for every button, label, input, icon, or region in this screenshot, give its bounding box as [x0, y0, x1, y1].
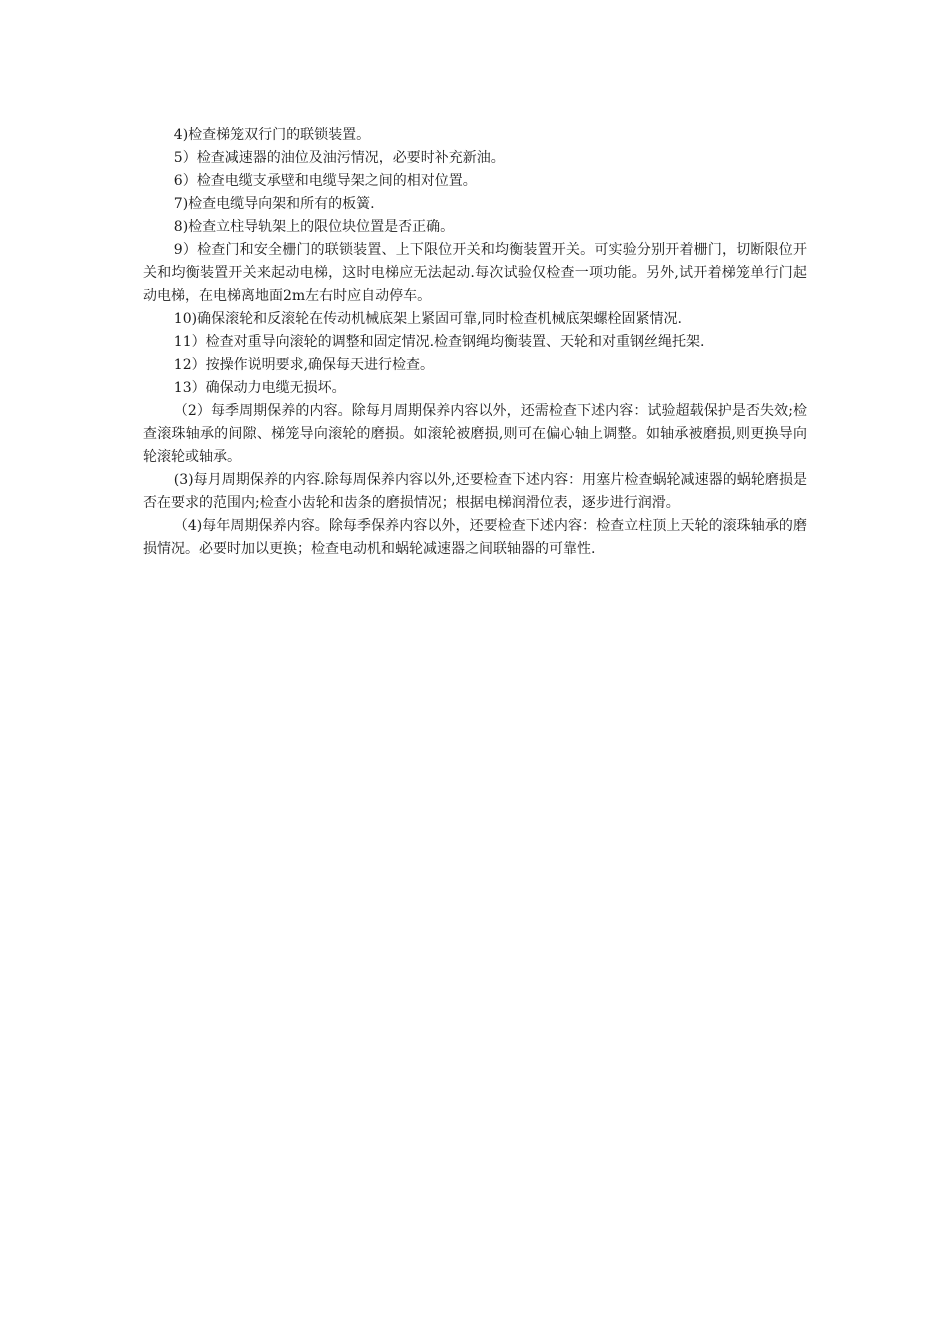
paragraph-item-5: 5）检查减速器的油位及油污情况，必要时补充新油。	[173, 150, 505, 166]
paragraph-item-11: 11）检查对重导向滚轮的调整和固定情况.检查钢绳均衡装置、天轮和对重钢丝绳托架.	[173, 334, 705, 350]
paragraph-quarterly-maintenance: （2）每季周期保养的内容。除每月周期保养内容以外，还需检查下述内容：试验超载保护是否失效;检查滚珠轴承的间隙、梯笼导向滚轮的磨损。如滚轮被磨损,则可在偏心轴上调整。如轴承被磨损,则更换导向轮滚轮或轴承。	[143, 403, 807, 465]
paragraph-item-13: 13）确保动力电缆无损坏。	[173, 380, 346, 396]
paragraph-item-10: 10)确保滚轮和反滚轮在传动机械底架上紧固可靠,同时检查机械底架螺栓固紧情况.	[173, 311, 682, 327]
document-body	[143, 124, 807, 561]
paragraph-item-8: 8)检查立柱导轨架上的限位块位置是否正确。	[173, 219, 455, 235]
paragraph-item-6: 6）检查电缆支承壁和电缆导架之间的相对位置。	[173, 173, 477, 189]
paragraph-item-4: 4)检查梯笼双行门的联锁装置。	[173, 127, 371, 143]
paragraph-monthly-maintenance: (3)每月周期保养的内容.除每周保养内容以外,还要检查下述内容：用塞片检查蜗轮减速器的蜗轮磨损是否在要求的范围内;检查小齿轮和齿条的磨损情况；根据电梯润滑位表，逐步进行润滑。	[143, 472, 807, 511]
paragraph-item-9: 9）检查门和安全栅门的联锁装置、上下限位开关和均衡装置开关。可实验分别开着栅门，切断限位开关和均衡装置开关来起动电梯，这时电梯应无法起动.每次试验仅检查一项功能。另外,试开着梯笼单行门起动电梯，在电梯离地面2m左右时应自动停车。	[143, 242, 807, 304]
paragraph-item-12: 12）按操作说明要求,确保每天进行检查。	[173, 357, 435, 373]
paragraph-yearly-maintenance: （4)每年周期保养内容。除每季保养内容以外，还要检查下述内容：检查立柱顶上天轮的滚珠轴承的磨损情况。必要时加以更换；检查电动机和蜗轮减速器之间联轴器的可靠性.	[143, 518, 807, 557]
paragraph-item-7: 7)检查电缆导向架和所有的板簧.	[173, 196, 375, 212]
